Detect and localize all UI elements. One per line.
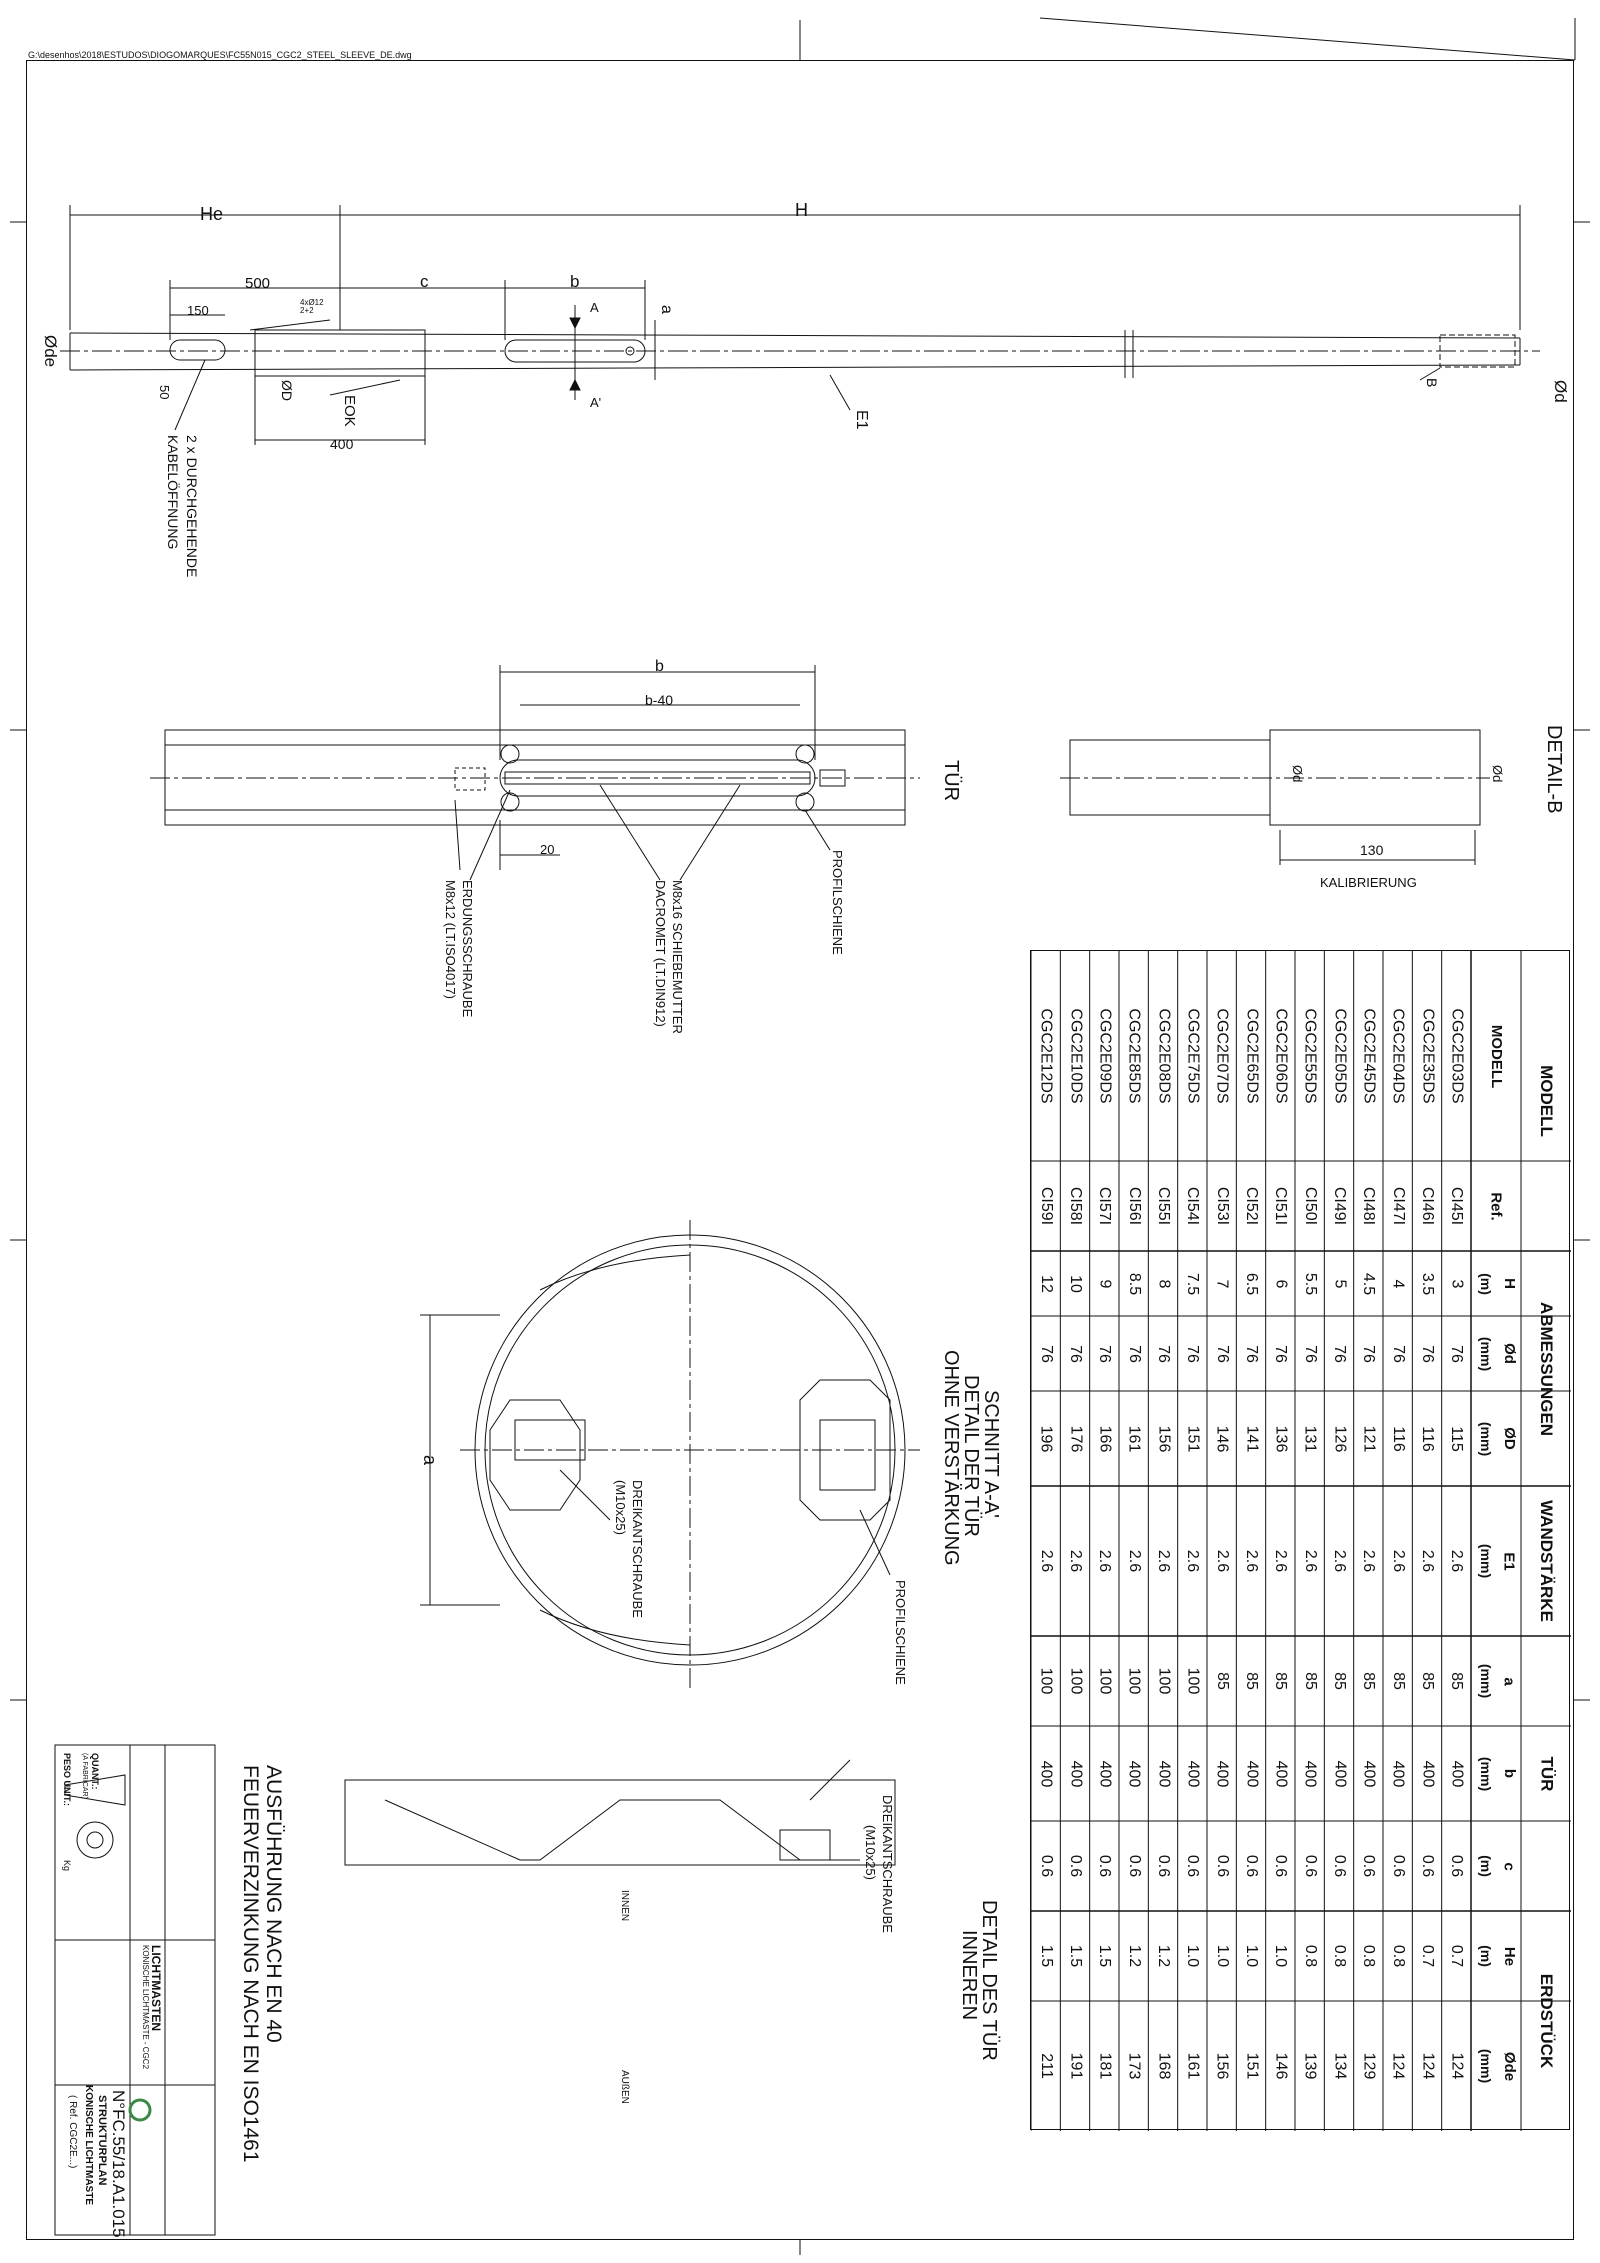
doordetail-outside: AUßEN [619,2070,630,2104]
label-D: ØD [279,380,295,401]
table-cell: 2.6 [1360,1549,1378,1573]
table-cell: CGC2E07DS [1213,1008,1231,1104]
door-20: 20 [540,842,555,857]
label-EOK: EOK [341,395,358,427]
table-cell: CI48I [1360,1186,1378,1226]
table-cell: 12 [1037,1274,1055,1293]
table-cell: CI51I [1272,1186,1290,1226]
table-cell: 2.6 [1448,1549,1466,1573]
section-title-l3: OHNE VERSTÄRKUNG [940,1350,962,1566]
table-cell: 85 [1448,1672,1466,1690]
label-A2: A' [590,395,602,410]
table-cell: 0.6 [1301,1854,1319,1878]
label-400: 400 [330,436,354,452]
table-cell: 161 [1125,1425,1143,1452]
table-cell: CGC2E04DS [1389,1008,1407,1104]
table-cell: 146 [1272,2052,1290,2080]
table-cell: 76 [1301,1344,1319,1363]
tb-fabricar: (A FABRICAR) [81,1753,88,1799]
door-b40: b-40 [645,692,674,708]
section-screw-l2: (M10x25) [613,1480,628,1535]
table-cell: CGC2E08DS [1155,1008,1173,1104]
table-cell: 134 [1330,2052,1348,2080]
table-cell: 85 [1272,1672,1290,1690]
table-cell: 0.6 [1389,1854,1407,1878]
table-cell: 85 [1330,1672,1348,1690]
table-cell: 85 [1389,1672,1407,1690]
tb-plan: STRUKTURPLAN [96,2095,108,2186]
section-title-l2: DETAIL DER TÜR [960,1375,982,1537]
table-cell: 151 [1242,2052,1260,2080]
table-cell: 400 [1213,1760,1231,1787]
table-cell: CGC2E75DS [1184,1008,1202,1104]
table-cell: CGC2E03DS [1448,1008,1466,1104]
table-cell: 4 [1389,1279,1407,1288]
table-cell: 10 [1066,1274,1084,1293]
doordetail-screw-l2: (M10x25) [863,1825,878,1880]
table-column-unit: (mm) [1478,2048,1495,2084]
tb-plan-sub: KONISCHE LICHTMASTE [83,2085,94,2205]
table-cell: 116 [1389,1425,1407,1452]
table-cell: 1.0 [1243,1944,1261,1968]
table-cell: CGC2E65DS [1243,1008,1261,1104]
table-cell: 76 [1389,1344,1407,1363]
table-cell: 115 [1448,1425,1466,1452]
table-cell: 7.5 [1184,1272,1202,1295]
table-cell: 0.7 [1448,1944,1466,1968]
table-cell: 76 [1066,1344,1084,1363]
table-cell: 400 [1242,1760,1260,1787]
table-cell: 400 [1389,1760,1407,1787]
table-column-unit: (m) [1477,1272,1494,1295]
table-cell: CI59I [1037,1186,1055,1226]
table-cell: CGC2E10DS [1067,1008,1085,1104]
doordetail-inside: INNEN [619,1890,630,1922]
table-cell: 85 [1360,1672,1378,1690]
table-cell: 2.6 [1213,1549,1231,1573]
label-d: Ød [1551,380,1570,403]
table-cell: 400 [1360,1760,1378,1787]
table-cell: 2.6 [1389,1549,1407,1573]
table-cell: 1.5 [1096,1944,1114,1968]
door-view [150,665,920,880]
table-cell: 76 [1184,1344,1202,1363]
section-screw-l1: DREIKANTSCHRAUBE [630,1480,645,1618]
door-label1-l1: ERDUNGSSCHRAUBE [460,880,475,1018]
table-cell: 173 [1125,2052,1143,2080]
table-cell: 181 [1096,2052,1114,2080]
table-cell: 400 [1301,1760,1319,1787]
label-de: Øde [41,335,60,368]
door-detail-view [345,1760,895,1865]
section-rail: PROFILSCHIENE [893,1580,908,1685]
tb-weight: PESO UNIT.: [62,1753,72,1807]
table-cell: 116 [1418,1425,1436,1452]
table-cell: 0.6 [1037,1854,1055,1878]
table-cell: 0.6 [1125,1854,1143,1878]
label-He: He [200,204,224,224]
table-cell: 1.2 [1125,1944,1143,1968]
table-cell: CI55I [1155,1186,1173,1226]
table-cell: 0.6 [1360,1854,1378,1878]
table-cell: 76 [1213,1344,1231,1363]
table-cell: 176 [1066,1425,1084,1452]
table-group-header: ABMESSUNGEN [1537,1301,1557,1436]
table-cell: CGC2E05DS [1331,1008,1349,1104]
table-cell: 0.6 [1448,1854,1466,1878]
table-column-header: E1 [1500,1551,1518,1571]
table-cell: 0.6 [1243,1854,1261,1878]
table-cell: 0.6 [1184,1854,1202,1878]
table-cell: 2.6 [1243,1549,1261,1573]
doordetail-title-l2: INNEREN [958,1930,980,2021]
door-label1-l2: M8x12 (LT.ISO4017) [443,880,458,999]
table-column-header: Øde [1500,2051,1518,2081]
section-a: a [420,1455,440,1466]
table-cell: 2.6 [1067,1549,1085,1573]
table-group-header: MODELL [1536,1065,1556,1137]
spec-table [1030,950,1570,2130]
label-a: a [658,305,675,314]
table-cell: 100 [1096,1667,1114,1695]
table-cell: 2.6 [1419,1549,1437,1573]
table-cell: 0.6 [1213,1854,1231,1878]
label-A: A [590,300,599,315]
label-E1: E1 [853,410,870,430]
table-cell: 400 [1066,1760,1084,1787]
label-c: c [420,272,429,291]
table-cell: 9 [1096,1279,1114,1288]
table-cell: CGC2E55DS [1301,1008,1319,1104]
door-label2-l2: DACROMET (LT.DIN912) [653,880,668,1027]
table-cell: 136 [1272,1425,1290,1452]
table-cell: CI57I [1096,1186,1114,1226]
title-block [55,1745,215,2235]
detail-b-view [1060,730,1490,865]
door-label3: PROFILSCHIENE [830,850,845,955]
door-label2-l1: M8x16 SCHIEBEMUTTER [670,880,685,1034]
table-column-header: b [1500,1768,1518,1779]
table-cell: 141 [1242,1425,1260,1452]
table-cell: 0.8 [1389,1944,1407,1968]
table-cell: 1.0 [1272,1944,1290,1968]
detailb-calibration: KALIBRIERUNG [1320,875,1417,890]
table-cell: 196 [1037,1425,1055,1452]
doordetail-screw-l1: DREIKANTSCHRAUBE [880,1795,895,1933]
table-cell: 129 [1360,2052,1378,2080]
table-cell: CI45I [1448,1186,1466,1226]
door-title: TÜR [940,760,962,802]
table-cell: 76 [1330,1344,1348,1363]
table-cell: 2.6 [1331,1549,1349,1573]
table-cell: 0.8 [1331,1944,1349,1968]
table-cell: 85 [1418,1672,1436,1690]
table-cell: 2.6 [1125,1549,1143,1573]
table-cell: CI50I [1301,1186,1319,1226]
note-line1: AUSFÜHRUNG NACH EN 40 [262,1765,285,2043]
table-cell: CI54I [1184,1186,1202,1226]
table-cell: 400 [1154,1760,1172,1787]
table-cell: 6.5 [1243,1272,1261,1295]
table-cell: 8 [1154,1279,1172,1288]
tb-subtitle: KONISCHE LICHTMASTE - CGC2 [141,1945,150,2070]
table-cell: CI53I [1213,1186,1231,1226]
section-view [420,1220,920,1690]
table-group-header: TÜR [1536,1756,1556,1791]
table-cell: 400 [1330,1760,1348,1787]
table-cell: 156 [1154,1425,1172,1452]
table-cell: 0.6 [1331,1854,1349,1878]
table-cell: 400 [1125,1760,1143,1787]
table-column-header: c [1500,1861,1518,1871]
table-cell: 3.5 [1419,1272,1437,1295]
table-cell: 166 [1096,1425,1114,1452]
table-cell: 100 [1066,1667,1084,1695]
table-cell: 124 [1448,2052,1466,2080]
table-cell: 2.6 [1184,1549,1202,1573]
label-small-1: 4xØ12 [300,298,324,307]
table-cell: 161 [1184,2052,1202,2080]
table-cell: 156 [1213,2052,1231,2080]
table-cell: 2.6 [1096,1549,1114,1573]
table-column-header: He [1500,1946,1518,1966]
label-50: 50 [157,385,172,400]
table-column-unit: (m) [1477,1855,1494,1877]
detailb-d1: Ød [1290,765,1305,783]
table-cell: 7 [1213,1279,1231,1288]
door-b: b [655,658,664,675]
table-cell: 76 [1418,1344,1436,1363]
table-cell: 2.6 [1155,1549,1173,1573]
table-cell: 0.6 [1096,1854,1114,1878]
table-cell: CI56I [1125,1186,1143,1226]
label-500: 500 [245,275,271,292]
table-column-header: ØD [1500,1427,1518,1450]
table-cell: 400 [1418,1760,1436,1787]
table-cell: 76 [1448,1344,1466,1363]
table-cell: 0.8 [1360,1944,1378,1968]
table-cell: 211 [1037,2053,1055,2079]
table-cell: 76 [1096,1344,1114,1363]
table-cell: 400 [1448,1760,1466,1787]
table-cell: CI49I [1331,1186,1349,1226]
table-cell: 126 [1330,1425,1348,1452]
table-cell: CGC2E12DS [1037,1008,1055,1104]
label-cable-2: KABELÖFFNUNG [165,435,181,550]
table-cell: 0.8 [1301,1944,1319,1968]
table-cell: 1.5 [1067,1944,1085,1968]
table-cell: 76 [1154,1344,1172,1363]
table-cell: 76 [1242,1344,1260,1363]
table-cell: 76 [1125,1344,1143,1363]
table-cell: 1.0 [1184,1944,1202,1968]
table-cell: 0.6 [1272,1854,1290,1878]
table-cell: 100 [1125,1667,1143,1695]
table-column-header: a [1500,1676,1518,1686]
table-cell: 2.6 [1037,1549,1055,1573]
doordetail-title-l1: DETAIL DES TÜR [978,1900,1000,2061]
table-column-unit: (mm) [1478,1421,1495,1456]
table-cell: 168 [1154,2052,1172,2080]
tb-ref: ( Ref. CGC2E...) [67,2095,78,2169]
table-cell: 1.0 [1213,1944,1231,1968]
table-cell: 2.6 [1272,1549,1290,1573]
label-B: B [1424,378,1440,388]
table-cell: 400 [1037,1760,1055,1787]
table-cell: 400 [1096,1760,1114,1787]
table-cell: 131 [1301,1425,1319,1452]
table-cell: 151 [1184,1425,1202,1452]
table-cell: 100 [1037,1667,1055,1695]
label-150: 150 [187,303,209,318]
detailb-title: DETAIL-B [1543,725,1565,814]
table-column-unit: (mm) [1478,1543,1495,1579]
table-column-header: Ref. [1487,1191,1505,1221]
table-cell: 0.6 [1155,1854,1173,1878]
section-title-l1: SCHNITT A-A' [980,1390,1002,1518]
label-b: b [570,272,580,291]
table-cell: 76 [1272,1344,1290,1363]
table-group-header: WANDSTÄRKE [1536,1500,1556,1622]
table-cell: 85 [1242,1672,1260,1690]
mast-view [60,205,1540,445]
detailb-130: 130 [1360,842,1384,858]
table-cell: 85 [1301,1672,1319,1690]
label-cable-1: 2 x DURCHGEHENDE [184,435,200,578]
table-cell: 100 [1184,1667,1202,1695]
table-cell: CGC2E35DS [1419,1008,1437,1104]
table-cell: CI46I [1419,1186,1437,1226]
file-path: G:\desenhos\2018\ESTUDOS\DIOGOMARQUES\FC55N015_CGC2_STEEL_SLEEVE_DE.dwg [28,50,412,60]
table-column-header: Ød [1500,1343,1518,1364]
table-cell: 121 [1360,1425,1378,1452]
table-cell: 139 [1301,2052,1319,2080]
table-cell: 2.6 [1301,1549,1319,1573]
tb-number: N°FC.55/18.A1.015 [109,2090,128,2238]
table-cell: 100 [1154,1667,1172,1695]
table-cell: CI58I [1067,1186,1085,1226]
table-cell: 4.5 [1360,1272,1378,1295]
table-cell: CGC2E09DS [1096,1008,1114,1104]
table-cell: CGC2E45DS [1360,1008,1378,1104]
table-cell: 6 [1272,1279,1290,1288]
table-column-unit: (m) [1477,1945,1494,1967]
table-cell: CGC2E06DS [1272,1008,1290,1104]
table-cell: 8.5 [1125,1272,1143,1295]
table-cell: 124 [1389,2052,1407,2080]
table-cell: 191 [1066,2052,1084,2080]
table-cell: 76 [1037,1344,1055,1363]
table-cell: 5 [1330,1279,1348,1288]
label-small-2: 2+2 [300,306,314,315]
note-line2: FEUERVERZINKUNG NACH EN ISO1461 [239,1765,262,2163]
table-cell: 400 [1272,1760,1290,1787]
table-cell: 1.2 [1155,1944,1173,1968]
table-cell: 3 [1448,1279,1466,1288]
tb-product: LICHTMASTEN [149,1945,163,2031]
table-cell: 400 [1184,1760,1202,1787]
table-group-header: ERDSTÜCK [1537,1973,1557,2069]
table-column-unit: (mm) [1478,1663,1495,1699]
table-cell: 76 [1360,1344,1378,1363]
table-cell: 0.6 [1067,1854,1085,1878]
table-cell: 1.5 [1037,1944,1055,1968]
table-cell: 0.7 [1419,1944,1437,1968]
table-column-header: MODELL [1487,1024,1505,1088]
tb-quant: QUANT.: [90,1753,100,1790]
table-cell: 85 [1213,1672,1231,1690]
table-cell: 124 [1418,2052,1436,2080]
table-cell: CI52I [1243,1186,1261,1226]
label-H: H [795,200,808,220]
table-cell: 146 [1213,1425,1231,1452]
table-column-unit: (mm) [1478,1336,1495,1371]
table-cell: CI47I [1389,1186,1407,1226]
table-cell: 5.5 [1301,1272,1319,1295]
detailb-d2: Ød [1490,765,1505,783]
table-column-header: H [1500,1278,1518,1289]
tb-kg: Kg [62,1860,72,1872]
table-column-unit: (mm) [1478,1756,1495,1791]
table-cell: 0.6 [1419,1854,1437,1878]
table-cell: CGC2E85DS [1125,1008,1143,1104]
